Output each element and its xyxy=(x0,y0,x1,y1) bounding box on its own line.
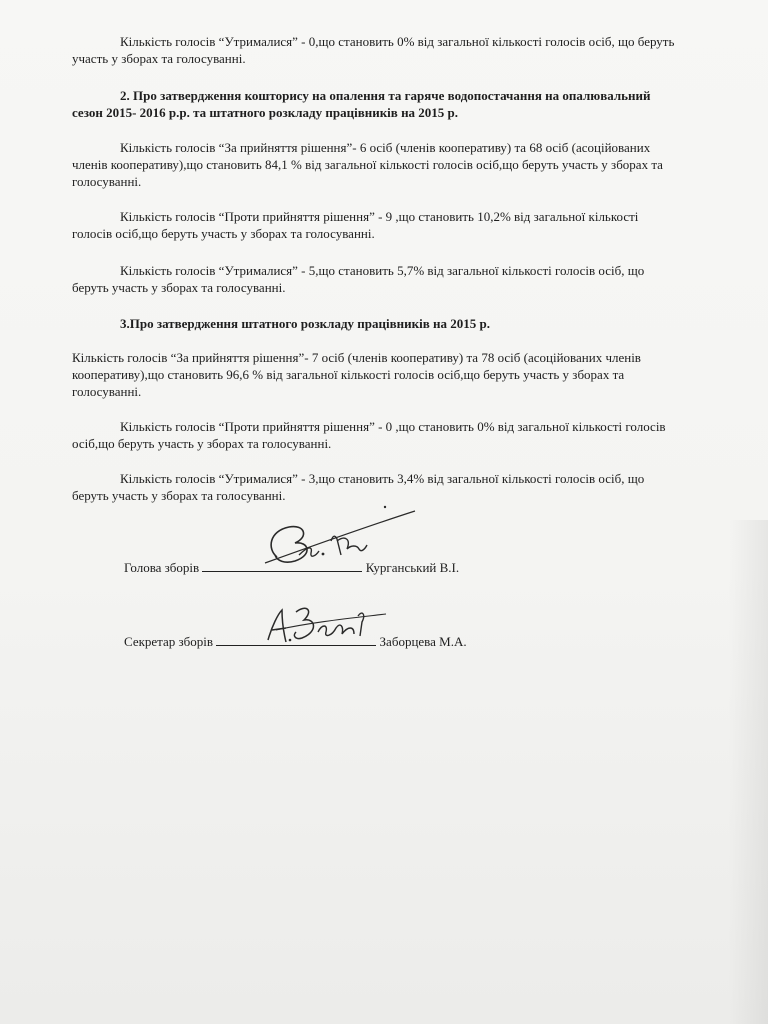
item3-against-paragraph: Кількість голосів “Проти прийняття рішення” - 0 ,що становить 0% від загальної кількості голосів осіб,що беруть участь у зборах та голосуванні. xyxy=(72,419,666,451)
secretary-name: Заборцева М.А. xyxy=(379,634,467,649)
chair-name: Курганський В.І. xyxy=(365,560,460,575)
item3-heading: 3.Про затвердження штатного розкладу працівників на 2015 р. xyxy=(120,316,490,331)
item3-for-paragraph: Кількість голосів “За прийняття рішення”- 7 осіб (членів кооперативу) та 78 осіб (асоційованих членів кооперативу),що становить 96,6 % від загальної кількості голосів осіб,що беруть участь у зборах та голосуванні. xyxy=(72,350,641,399)
chair-label: Голова зборів xyxy=(124,560,200,575)
item2-abstain-paragraph: Кількість голосів “Утрималися” - 5,що становить 5,7% від загальної кількості голосів осіб, що беруть участь у зборах та голосуванні. xyxy=(72,263,645,295)
item3-abstain-paragraph: Кількість голосів “Утрималися” - 3,що становить 3,4% від загальної кількості голосів осіб, що беруть участь у зборах та голосуванні. xyxy=(72,471,645,503)
page-shadow xyxy=(728,520,768,1024)
item1-abstain-paragraph: Кількість голосів “Утрималися” - 0,що становить 0% від загальної кількості голосів осіб, що беруть участь у зборах та голосуванні. xyxy=(72,34,675,66)
item2-heading: 2. Про затвердження кошторису на опалення та гаряче водопостачання на опалювальний сезон 2015- 2016 р.р. та штатного розкладу працівників на 2015 р. xyxy=(72,88,651,120)
item2-for-paragraph: Кількість голосів “За прийняття рішення”- 6 осіб (членів кооперативу) та 68 осіб (асоційованих членів кооперативу),що становить 84,1 % від загальної кількості голосів осіб,що беруть участь у зборах та голосуванні. xyxy=(72,140,663,189)
item2-against-paragraph: Кількість голосів “Проти прийняття рішення” - 9 ,що становить 10,2% від загальної кількості голосів осіб,що беруть участь у зборах та голосуванні. xyxy=(72,209,639,241)
secretary-signature-icon xyxy=(262,592,392,654)
secretary-label: Секретар зборів xyxy=(124,634,214,649)
chair-signature-icon xyxy=(255,505,425,585)
